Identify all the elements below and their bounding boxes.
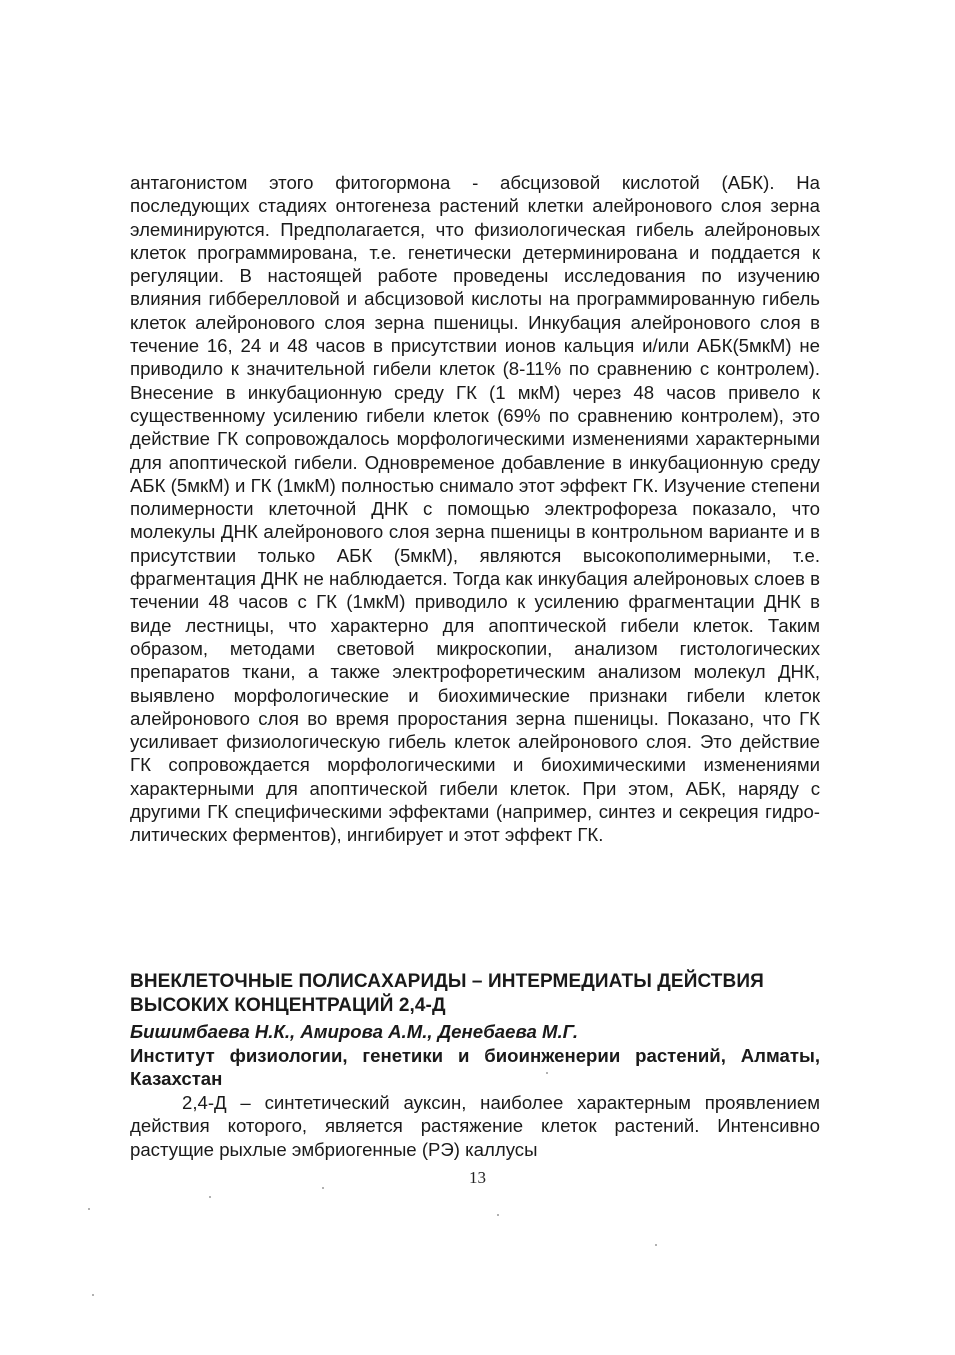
body-paragraph-2: 2,4-Д – синтетический ауксин, наиболее характерным проявлением действия которого, является растяжение клеток растений. Интенсивно растущие рыхлые эмбриогенные (РЭ) каллусы	[130, 1092, 820, 1160]
scan-speck	[209, 1196, 211, 1198]
scan-speck	[497, 1214, 499, 1216]
scan-speck	[322, 1187, 324, 1189]
scan-speck	[546, 1072, 548, 1074]
section-heading: ВНЕКЛЕТОЧНЫЕ ПОЛИСАХАРИДЫ – ИНТЕРМЕДИАТЫ ДЕЙСТВИЯ ВЫСОКИХ КОНЦЕНТРАЦИЙ 2,4-Д	[130, 971, 764, 1016]
scan-speck	[88, 1208, 90, 1210]
institute-line: Институт физиологии, генетики и биоинженерии растений, Алматы, Казахстан	[130, 1045, 820, 1090]
scan-speck	[92, 1294, 94, 1296]
page-number: 13	[469, 1168, 486, 1187]
body-paragraph-1: антагонистом этого фитогормона - абсцизовой кислотой (АБК). На последующих стадиях онтогенеза растений клетки алейронового слоя зерна элеминируются. Предполагается, что физиологическая гибель алейроновых клеток программирована, т.е. генетически детерминирована и поддается к регуляции. В настоящей работе проведены исследования по изучению влияния гибберелловой и абсцизовой кислоты на программированную гибель клеток алейронового слоя зерна пшеницы. Инкубация алейронового слоя в течение 16, 24 и 48 часов в присутствии ионов кальция и/или АБК(5мкМ) не приводило к значительной гибели клеток (8-11% по сравнению с контролем). Внесение в инкубационную среду ГК (1 мкМ) через 48 часов привело к существенному усилению гибели клеток (69% по сравнению контролем), это действие ГК сопровождалось морфологическими изменениями характерными для апоптической гибели. Одновременое добавление в инкубационную среду АБК (5мкМ) и ГК (1мкМ) полностью снимало этот эффект ГК. Изучение степени полимерности клеточной ДНК с помощью электрофореза показало, что молекулы ДНК алейронового слоя зерна пшеницы в контрольном варианте и в присутствии только АБК (5мкМ), являются высокополимерными, т.е. фрагментация ДНК не наблюдается. Тогда как инкубация алейроновых слоев в течении 48 часов с ГК (1мкМ) приводило к усилению фрагментации ДНК в виде лестницы, что характерно для апоптической гибели клеток. Таким образом, методами световой микроскопии, анализом гистологических препаратов ткани, а также электрофоретическим анализом молекул ДНК, выявлено морфологические и биохимические признаки гибели клеток алейронового слоя во время проростания зерна пшеницы. Показано, что ГК усиливает физиологическую гибель клеток алейронового слоя. Это действие ГК сопровождается морфологическими и биохимическими изменениями характерными для апоптической гибели клеток. При этом, АБК, наряду с другими ГК специфическими эффектами (например, синтез и секреция гидро-литических ферментов), ингибирует и этот эффект ГК.	[130, 172, 820, 846]
scan-speck	[655, 1244, 657, 1246]
authors-line: Бишимбаева Н.К., Амирова А.М., Денебаева М.Г.	[130, 1021, 579, 1042]
